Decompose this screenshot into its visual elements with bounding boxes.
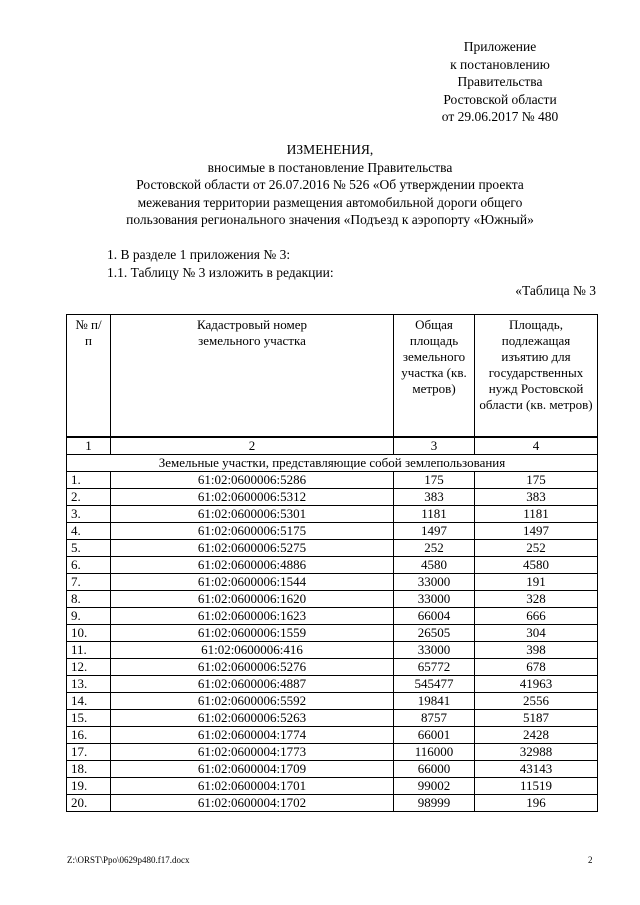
row-number: 15.: [67, 710, 111, 727]
header-cadastral: Кадастровый номер земельного участка: [111, 315, 394, 438]
cadastral-number: 61:02:0600004:1702: [111, 795, 394, 812]
table-row: [67, 710, 598, 727]
cadastral-number: 61:02:0600006:5301: [111, 506, 394, 523]
row-number: 4.: [67, 523, 111, 540]
footer-page-number: 2: [588, 855, 593, 865]
header-total-area: Общая площадь земельного участка (кв. метров): [394, 315, 475, 438]
row-number: 10.: [67, 625, 111, 642]
total-area: 66001: [394, 727, 475, 744]
total-area: 383: [394, 489, 475, 506]
column-number: 2: [111, 437, 394, 455]
total-area: 33000: [394, 591, 475, 608]
land-plots-table: [66, 314, 598, 812]
row-number: 16.: [67, 727, 111, 744]
cadastral-number: 61:02:0600006:4887: [111, 676, 394, 693]
cadastral-number: 61:02:0600006:1544: [111, 574, 394, 591]
total-area: 65772: [394, 659, 475, 676]
cadastral-number: 61:02:0600004:1701: [111, 778, 394, 795]
section-title: Земельные участки, представляющие собой землепользования: [67, 455, 598, 472]
total-area: 66004: [394, 608, 475, 625]
table-row: [67, 557, 598, 574]
header-number: № п/п: [67, 315, 111, 438]
cadastral-number: 61:02:0600006:5286: [111, 472, 394, 489]
annex-line: от 29.06.2017 № 480: [441, 109, 559, 124]
cadastral-number: 61:02:0600006:5592: [111, 693, 394, 710]
cadastral-number: 61:02:0600006:5275: [111, 540, 394, 557]
row-number: 13.: [67, 676, 111, 693]
total-area: 66000: [394, 761, 475, 778]
seized-area: 2428: [475, 727, 598, 744]
table-row: [67, 778, 598, 795]
document-title: [40, 141, 620, 229]
row-number: 6.: [67, 557, 111, 574]
cadastral-number: 61:02:0600004:1774: [111, 727, 394, 744]
table-row: [67, 795, 598, 812]
total-area: 252: [394, 540, 475, 557]
table-row: [67, 625, 598, 642]
seized-area: 4580: [475, 557, 598, 574]
total-area: 98999: [394, 795, 475, 812]
seized-area: 304: [475, 625, 598, 642]
total-area: 545477: [394, 676, 475, 693]
table-row: [67, 642, 598, 659]
table-row: [67, 744, 598, 761]
table-row: [67, 591, 598, 608]
table-row: [67, 727, 598, 744]
total-area: 26505: [394, 625, 475, 642]
row-number: 8.: [67, 591, 111, 608]
paragraph-1: 1. В разделе 1 приложения № 3:: [107, 247, 291, 262]
seized-area: 666: [475, 608, 598, 625]
row-number: 18.: [67, 761, 111, 778]
row-number: 5.: [67, 540, 111, 557]
table-row: [67, 506, 598, 523]
table-row: [67, 761, 598, 778]
seized-area: 252: [475, 540, 598, 557]
table-row: [67, 540, 598, 557]
total-area: 99002: [394, 778, 475, 795]
cadastral-number: 61:02:0600006:5312: [111, 489, 394, 506]
title-line: межевания территории размещения автомобильной дороги общего: [137, 194, 523, 210]
annex-line: Правительства: [457, 74, 543, 89]
cadastral-number: 61:02:0600006:4886: [111, 557, 394, 574]
table-body: [67, 472, 598, 812]
row-number: 11.: [67, 642, 111, 659]
cadastral-number: 61:02:0600006:1620: [111, 591, 394, 608]
seized-area: 43143: [475, 761, 598, 778]
cadastral-number: 61:02:0600006:5276: [111, 659, 394, 676]
seized-area: 1497: [475, 523, 598, 540]
seized-area: 678: [475, 659, 598, 676]
row-number: 1.: [67, 472, 111, 489]
annex-block: [420, 38, 580, 126]
paragraph-1-1: 1.1. Таблицу № 3 изложить в редакции:: [107, 265, 334, 280]
cadastral-number: 61:02:0600004:1773: [111, 744, 394, 761]
column-number: 3: [394, 437, 475, 455]
seized-area: 2556: [475, 693, 598, 710]
table-row: [67, 676, 598, 693]
total-area: 116000: [394, 744, 475, 761]
seized-area: 175: [475, 472, 598, 489]
seized-area: 191: [475, 574, 598, 591]
total-area: 1181: [394, 506, 475, 523]
row-number: 9.: [67, 608, 111, 625]
row-number: 2.: [67, 489, 111, 506]
row-number: 3.: [67, 506, 111, 523]
annex-line: Ростовской области: [443, 91, 557, 107]
row-number: 12.: [67, 659, 111, 676]
row-number: 7.: [67, 574, 111, 591]
title-line: Ростовской области от 26.07.2016 № 526 «Об утверждении проекта: [136, 177, 524, 192]
table-row: [67, 608, 598, 625]
table-row: [67, 523, 598, 540]
row-number: 19.: [67, 778, 111, 795]
seized-area: 383: [475, 489, 598, 506]
cadastral-number: 61:02:0600006:5263: [111, 710, 394, 727]
total-area: 8757: [394, 710, 475, 727]
annex-line: Приложение: [463, 39, 537, 54]
table-row: [67, 659, 598, 676]
seized-area: 11519: [475, 778, 598, 795]
total-area: 175: [394, 472, 475, 489]
total-area: 33000: [394, 642, 475, 659]
column-number-row: [67, 437, 598, 455]
row-number: 17.: [67, 744, 111, 761]
table-header-row: [67, 315, 598, 438]
seized-area: 196: [475, 795, 598, 812]
table-row: [67, 472, 598, 489]
cadastral-number: 61:02:0600006:1623: [111, 608, 394, 625]
title-heading: ИЗМЕНЕНИЯ,: [286, 142, 374, 157]
seized-area: 398: [475, 642, 598, 659]
header-seized-area: Площадь, подлежащая изъятию для государственных нужд Ростовской области (кв. метров): [475, 315, 598, 438]
column-number: 1: [67, 437, 111, 455]
seized-area: 32988: [475, 744, 598, 761]
seized-area: 328: [475, 591, 598, 608]
total-area: 33000: [394, 574, 475, 591]
title-line: пользования регионального значения «Подъезд к аэропорту «Южный»: [126, 212, 534, 227]
total-area: 1497: [394, 523, 475, 540]
seized-area: 41963: [475, 676, 598, 693]
annex-line: к постановлению: [450, 56, 550, 72]
footer-file-path: Z:\ORST\Ppo\0629p480.f17.docx: [67, 855, 190, 865]
total-area: 4580: [394, 557, 475, 574]
table-row: [67, 693, 598, 710]
cadastral-number: 61:02:0600004:1709: [111, 761, 394, 778]
cadastral-number: 61:02:0600006:1559: [111, 625, 394, 642]
table-row: [67, 489, 598, 506]
column-number: 4: [475, 437, 598, 455]
table-row: [67, 574, 598, 591]
cadastral-number: 61:02:0600006:416: [111, 642, 394, 659]
seized-area: 1181: [475, 506, 598, 523]
row-number: 14.: [67, 693, 111, 710]
section-row: [67, 455, 598, 472]
table-label: «Таблица № 3: [515, 283, 596, 298]
title-line: вносимые в постановление Правительства: [207, 159, 453, 175]
total-area: 19841: [394, 693, 475, 710]
row-number: 20.: [67, 795, 111, 812]
cadastral-number: 61:02:0600006:5175: [111, 523, 394, 540]
seized-area: 5187: [475, 710, 598, 727]
